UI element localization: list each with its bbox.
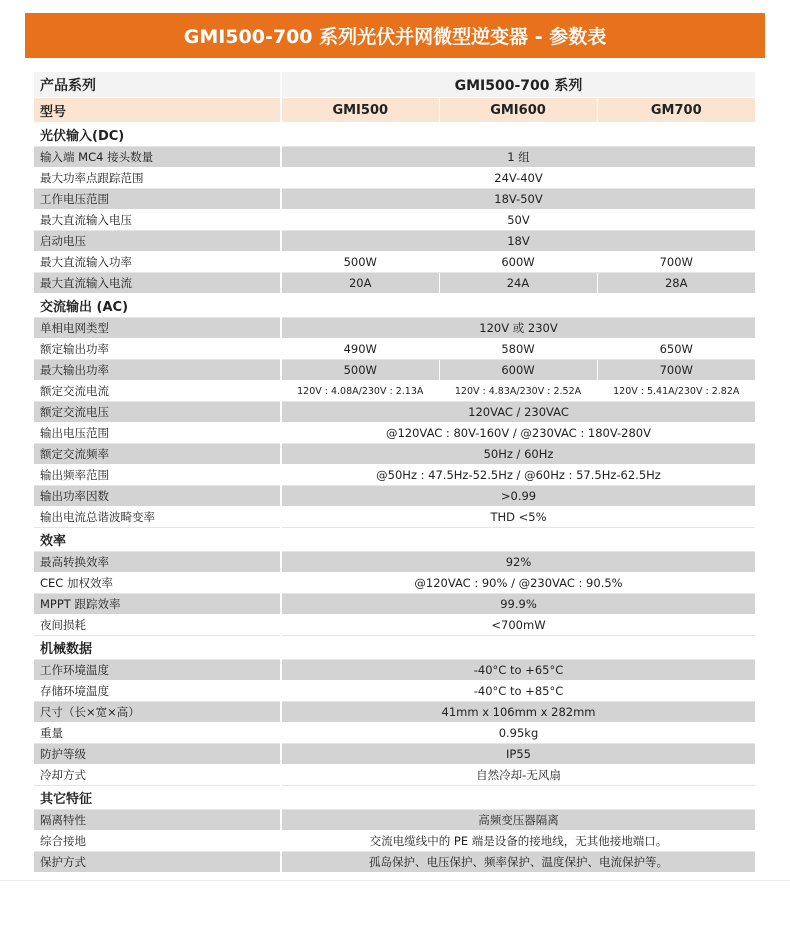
- model-gmi500: GMI500: [281, 98, 439, 123]
- row-value: 41mm x 106mm x 282mm: [281, 702, 755, 723]
- row-label: 工作电压范围: [34, 189, 281, 210]
- row-label: 输出频率范围: [34, 465, 281, 486]
- row-value: 1 组: [281, 147, 755, 168]
- table-row: [34, 507, 755, 528]
- table-row: [34, 465, 755, 486]
- table-row: [34, 231, 755, 252]
- row-label: 夜间损耗: [34, 615, 281, 636]
- row-value-model-0: 500W: [281, 252, 439, 273]
- row-value: <700mW: [281, 615, 755, 636]
- footer-divider: [0, 880, 790, 881]
- row-label: 单相电网类型: [34, 318, 281, 339]
- table-row: [34, 339, 755, 360]
- model-gm700: GM700: [597, 98, 755, 123]
- row-value-model-1: 580W: [439, 339, 597, 360]
- row-value: 孤岛保护、电压保护、频率保护、温度保护、电流保护等。: [281, 852, 755, 873]
- table-row: [34, 660, 755, 681]
- row-value: 92%: [281, 552, 755, 573]
- model-label: 型号: [34, 98, 281, 123]
- row-value-model-0: 20A: [281, 273, 439, 294]
- row-label: 输出电压范围: [34, 423, 281, 444]
- row-value-model-2: 120V : 5.41A/230V : 2.82A: [597, 381, 755, 402]
- row-value: 18V-50V: [281, 189, 755, 210]
- table-row: [34, 744, 755, 765]
- table-row: [34, 210, 755, 231]
- row-label: 最大输出功率: [34, 360, 281, 381]
- row-label: 最大直流输入功率: [34, 252, 281, 273]
- row-value: -40°C to +85°C: [281, 681, 755, 702]
- series-row: [34, 72, 755, 98]
- row-value: -40°C to +65°C: [281, 660, 755, 681]
- row-label: 额定交流频率: [34, 444, 281, 465]
- table-row: [34, 360, 755, 381]
- table-row: [34, 552, 755, 573]
- section-title: 效率: [34, 528, 755, 552]
- table-row: [34, 168, 755, 189]
- row-value-model-2: 650W: [597, 339, 755, 360]
- row-label: 最大直流输入电压: [34, 210, 281, 231]
- table-row: [34, 189, 755, 210]
- table-row: [34, 147, 755, 168]
- row-value: IP55: [281, 744, 755, 765]
- row-value: 交流电缆线中的 PE 端是设备的接地线，无其他接地端口。: [281, 831, 755, 852]
- row-value-model-0: 120V : 4.08A/230V : 2.13A: [281, 381, 439, 402]
- row-label: 工作环境温度: [34, 660, 281, 681]
- table-row: [34, 402, 755, 423]
- row-value-model-1: 600W: [439, 252, 597, 273]
- row-value-model-1: 600W: [439, 360, 597, 381]
- row-label: 隔离特性: [34, 810, 281, 831]
- row-value: THD <5%: [281, 507, 755, 528]
- table-row: [34, 573, 755, 594]
- spec-sheet: [34, 72, 755, 873]
- row-value: 99.9%: [281, 594, 755, 615]
- row-value-model-1: 120V : 4.83A/230V : 2.52A: [439, 381, 597, 402]
- row-label: 最大直流输入电流: [34, 273, 281, 294]
- row-label: 重量: [34, 723, 281, 744]
- row-value: 自然冷却-无风扇: [281, 765, 755, 786]
- row-label: 存储环境温度: [34, 681, 281, 702]
- section-header: [34, 294, 755, 318]
- section-title: 光伏输入(DC): [34, 123, 755, 147]
- row-label: 输入端 MC4 接头数量: [34, 147, 281, 168]
- row-value: 120V 或 230V: [281, 318, 755, 339]
- row-value: 50V: [281, 210, 755, 231]
- row-label: 尺寸（长×宽×高）: [34, 702, 281, 723]
- row-value: 24V-40V: [281, 168, 755, 189]
- table-row: [34, 702, 755, 723]
- row-value: 0.95kg: [281, 723, 755, 744]
- row-value: 18V: [281, 231, 755, 252]
- table-row: [34, 594, 755, 615]
- table-row: [34, 615, 755, 636]
- section-header: [34, 636, 755, 660]
- row-value-model-0: 490W: [281, 339, 439, 360]
- section-title: 其它特征: [34, 786, 755, 810]
- row-value: 高频变压器隔离: [281, 810, 755, 831]
- row-label: 冷却方式: [34, 765, 281, 786]
- section-header: [34, 786, 755, 810]
- table-row: [34, 681, 755, 702]
- row-label: 防护等级: [34, 744, 281, 765]
- table-row: [34, 852, 755, 873]
- table-row: [34, 723, 755, 744]
- row-value-model-2: 700W: [597, 360, 755, 381]
- row-label: 启动电压: [34, 231, 281, 252]
- table-row: [34, 765, 755, 786]
- model-row: [34, 98, 755, 123]
- row-label: 保护方式: [34, 852, 281, 873]
- page-title: GMI500-700 系列光伏并网微型逆变器 - 参数表: [25, 13, 765, 58]
- row-value: @120VAC : 80V-160V / @230VAC : 180V-280V: [281, 423, 755, 444]
- row-label: 最高转换效率: [34, 552, 281, 573]
- table-row: [34, 444, 755, 465]
- row-label: CEC 加权效率: [34, 573, 281, 594]
- row-label: 额定输出功率: [34, 339, 281, 360]
- table-row: [34, 810, 755, 831]
- row-label: 最大功率点跟踪范围: [34, 168, 281, 189]
- row-value-model-2: 700W: [597, 252, 755, 273]
- table-row: [34, 381, 755, 402]
- row-value: @120VAC : 90% / @230VAC : 90.5%: [281, 573, 755, 594]
- table-row: [34, 318, 755, 339]
- series-label: 产品系列: [34, 72, 281, 98]
- row-label: MPPT 跟踪效率: [34, 594, 281, 615]
- section-header: [34, 123, 755, 147]
- row-value-model-1: 24A: [439, 273, 597, 294]
- table-row: [34, 252, 755, 273]
- row-value: >0.99: [281, 486, 755, 507]
- row-label: 输出功率因数: [34, 486, 281, 507]
- spec-table: [34, 72, 755, 873]
- row-value: 120VAC / 230VAC: [281, 402, 755, 423]
- row-value: 50Hz / 60Hz: [281, 444, 755, 465]
- row-value-model-0: 500W: [281, 360, 439, 381]
- section-title: 交流输出 (AC): [34, 294, 755, 318]
- series-value: GMI500-700 系列: [281, 72, 755, 98]
- table-row: [34, 486, 755, 507]
- table-row: [34, 273, 755, 294]
- row-label: 额定交流电流: [34, 381, 281, 402]
- row-label: 额定交流电压: [34, 402, 281, 423]
- row-label: 输出电流总谐波畸变率: [34, 507, 281, 528]
- table-row: [34, 831, 755, 852]
- model-gmi600: GMI600: [439, 98, 597, 123]
- row-label: 综合接地: [34, 831, 281, 852]
- row-value: @50Hz : 47.5Hz-52.5Hz / @60Hz : 57.5Hz-62.5Hz: [281, 465, 755, 486]
- row-value-model-2: 28A: [597, 273, 755, 294]
- section-header: [34, 528, 755, 552]
- section-title: 机械数据: [34, 636, 755, 660]
- table-row: [34, 423, 755, 444]
